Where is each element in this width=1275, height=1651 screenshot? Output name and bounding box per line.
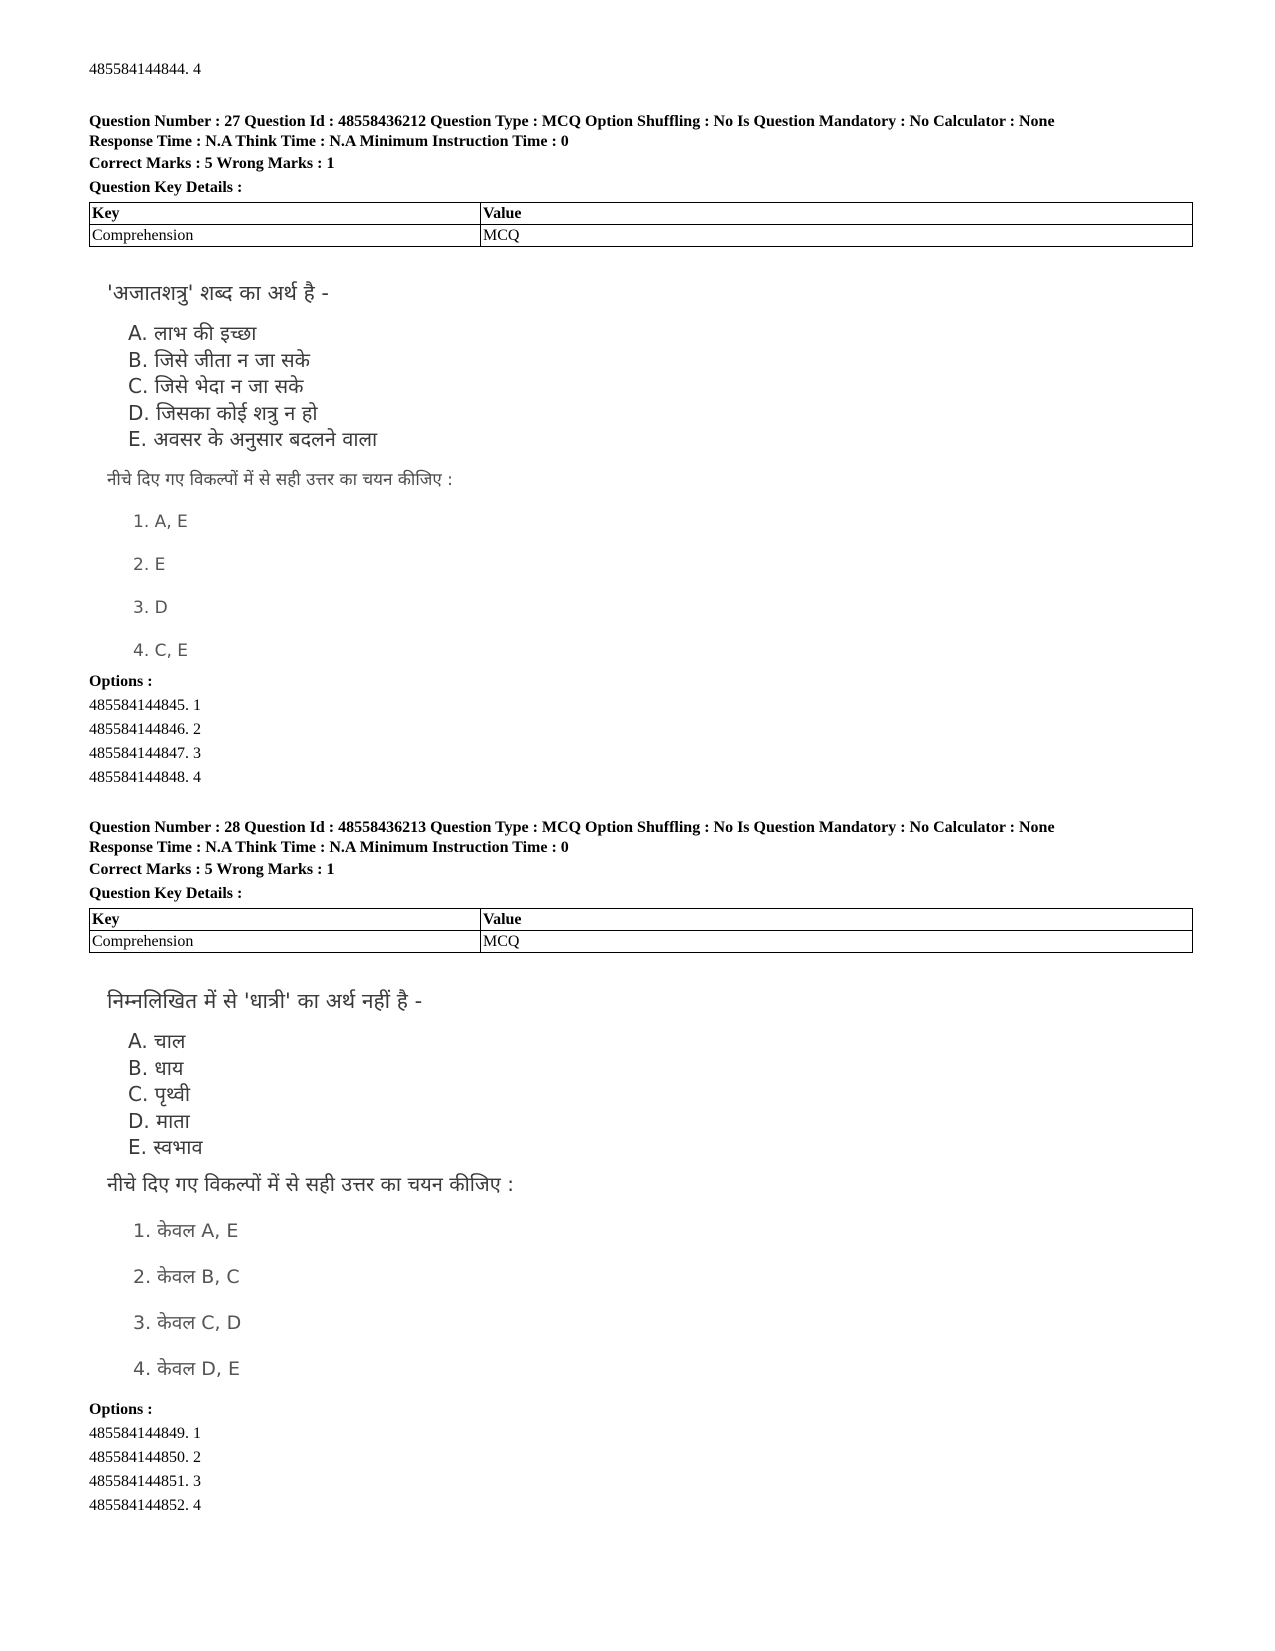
question-stem: निम्नलिखित में से 'धात्री' का अर्थ नहीं है - bbox=[107, 989, 423, 1013]
list-item: E. स्वभाव bbox=[128, 1135, 203, 1159]
table-header-row bbox=[90, 203, 1193, 225]
key-details-label: Question Key Details : bbox=[89, 179, 243, 196]
list-item: E. अवसर के अनुसार बदलने वाला bbox=[128, 427, 378, 451]
table-cell-value: MCQ bbox=[481, 931, 1193, 953]
table-header-value: Value bbox=[481, 909, 1193, 931]
choice-list bbox=[107, 511, 453, 662]
instruction-text: नीचे दिए गए विकल्पों में से सही उत्तर का चयन कीजिए : bbox=[107, 1171, 514, 1196]
table-header-key: Key bbox=[90, 909, 481, 931]
list-item: 485584144851. 3 bbox=[89, 1473, 201, 1490]
list-item: A. लाभ की इच्छा bbox=[128, 321, 257, 345]
table-cell-key: Comprehension bbox=[90, 225, 481, 247]
question-meta bbox=[89, 112, 1193, 152]
options-label: Options : bbox=[89, 1401, 153, 1418]
list-item: 4. केवल D, E bbox=[133, 1357, 240, 1380]
table-header-row bbox=[90, 909, 1193, 931]
list-item: 485584144849. 1 bbox=[89, 1425, 201, 1442]
table-row bbox=[90, 931, 1193, 953]
instruction-text: नीचे दिए गए विकल्पों में से सही उत्तर का चयन कीजिए : bbox=[107, 469, 453, 490]
list-item: B. धाय bbox=[128, 1055, 184, 1080]
question-key-table bbox=[89, 908, 1193, 953]
choice-list bbox=[107, 1219, 514, 1381]
table-header-value: Value bbox=[481, 203, 1193, 225]
list-item: 485584144852. 4 bbox=[89, 1497, 201, 1514]
list-item: 485584144850. 2 bbox=[89, 1449, 201, 1466]
marks-line: Correct Marks : 5 Wrong Marks : 1 bbox=[89, 155, 335, 172]
question-content bbox=[107, 280, 453, 662]
options-list bbox=[89, 694, 201, 790]
list-item: 1. A, E bbox=[133, 511, 188, 532]
list-item: D. माता bbox=[128, 1108, 190, 1133]
table-cell-value: MCQ bbox=[481, 225, 1193, 247]
statement-list bbox=[107, 1028, 514, 1161]
list-item: B. जिसे जीता न जा सके bbox=[128, 347, 311, 372]
table-header-key: Key bbox=[90, 203, 481, 225]
question-meta-line-2: Response Time : N.A Think Time : N.A Minimum Instruction Time : 0 bbox=[89, 133, 569, 150]
list-item: 485584144845. 1 bbox=[89, 697, 201, 714]
table-cell-key: Comprehension bbox=[90, 931, 481, 953]
options-label: Options : bbox=[89, 673, 153, 690]
list-item: 4. C, E bbox=[133, 640, 189, 661]
list-item: C. जिसे भेदा न जा सके bbox=[128, 374, 304, 398]
list-item: 3. D bbox=[133, 597, 168, 618]
list-item: 1. केवल A, E bbox=[133, 1219, 239, 1242]
marks-line: Correct Marks : 5 Wrong Marks : 1 bbox=[89, 861, 335, 878]
question-meta bbox=[89, 818, 1193, 858]
list-item: 485584144848. 4 bbox=[89, 769, 201, 786]
previous-option-line: 485584144844. 4 bbox=[89, 61, 201, 78]
list-item: 2. केवल B, C bbox=[133, 1265, 240, 1288]
list-item: 485584144846. 2 bbox=[89, 721, 201, 738]
question-key-table bbox=[89, 202, 1193, 247]
question-stem: 'अजातशत्रु' शब्द का अर्थ है - bbox=[107, 281, 330, 305]
list-item: A. चाल bbox=[128, 1029, 186, 1053]
question-content bbox=[107, 988, 514, 1381]
table-row bbox=[90, 225, 1193, 247]
list-item: D. जिसका कोई शत्रु न हो bbox=[128, 400, 318, 425]
options-list bbox=[89, 1422, 201, 1518]
list-item: C. पृथ्वी bbox=[128, 1082, 191, 1106]
list-item: 485584144847. 3 bbox=[89, 745, 201, 762]
key-details-label: Question Key Details : bbox=[89, 885, 243, 902]
question-meta-line-1: Question Number : 28 Question Id : 48558436213 Question Type : MCQ Option Shuffling : No Is Question Mandatory : No Calculator : None bbox=[89, 819, 1055, 836]
statement-list bbox=[107, 320, 453, 453]
list-item: 3. केवल C, D bbox=[133, 1311, 242, 1334]
list-item: 2. E bbox=[133, 554, 166, 575]
question-meta-line-1: Question Number : 27 Question Id : 48558436212 Question Type : MCQ Option Shuffling : No Is Question Mandatory : No Calculator : None bbox=[89, 113, 1055, 130]
question-meta-line-2: Response Time : N.A Think Time : N.A Minimum Instruction Time : 0 bbox=[89, 839, 569, 856]
